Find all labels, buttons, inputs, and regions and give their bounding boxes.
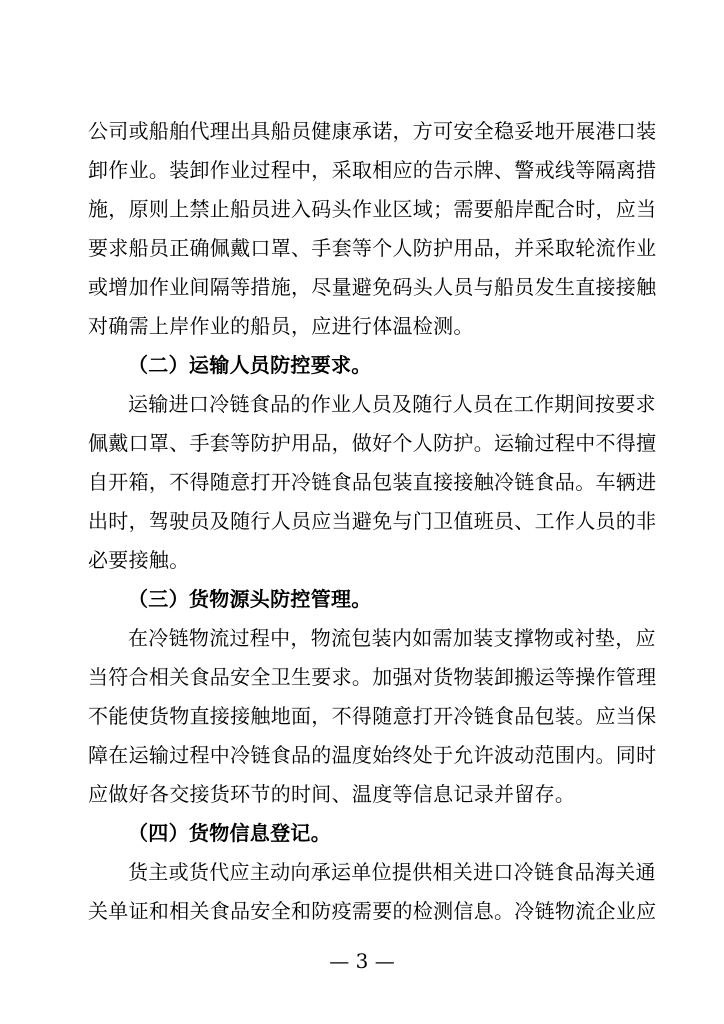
body-line: 出时，驾驶员及随行人员应当避免与门卫值班员、工作人员的非	[88, 509, 657, 533]
body-line: 佩戴口罩、手套等防护用品，做好个人防护。运输过程中不得擅	[88, 431, 657, 455]
body-line: 卸作业。装卸作业过程中，采取相应的告示牌、警戒线等隔离措	[88, 158, 657, 182]
section-heading-4: （四）货物信息登记。	[128, 821, 331, 845]
body-line: 自开箱，不得随意打开冷链食品包装直接接触冷链食品。车辆进	[88, 470, 657, 494]
body-line: 当符合相关食品安全卫生要求。加强对货物装卸搬运等操作管理	[88, 665, 657, 689]
body-line: 公司或船舶代理出具船员健康承诺，方可安全稳妥地开展港口装	[88, 119, 657, 143]
body-line: 对确需上岸作业的船员，应进行体温检测。	[88, 314, 474, 338]
body-line: 施，原则上禁止船员进入码头作业区域；需要船岸配合时，应当	[88, 197, 657, 221]
body-line: 要求船员正确佩戴口罩、手套等个人防护用品，并采取轮流作业	[88, 236, 657, 260]
section-heading-2: （二）运输人员防控要求。	[128, 353, 372, 377]
body-line: 运输进口冷链食品的作业人员及随行人员在工作期间按要求	[128, 392, 656, 416]
body-line: 关单证和相关食品安全和防疫需要的检测信息。冷链物流企业应	[88, 899, 657, 923]
body-line: 障在运输过程中冷链食品的温度始终处于允许波动范围内。同时	[88, 743, 657, 767]
body-line: 或增加作业间隔等措施，尽量避免码头人员与船员发生直接接触	[88, 275, 657, 299]
body-line: 应做好各交接货环节的时间、温度等信息记录并留存。	[88, 782, 576, 806]
section-heading-3: （三）货物源头防控管理。	[128, 587, 372, 611]
body-line: 必要接触。	[88, 548, 190, 572]
body-line: 在冷链物流过程中，物流包装内如需加装支撑物或衬垫，应	[128, 626, 656, 650]
body-line: 不能使货物直接接触地面，不得随意打开冷链食品包装。应当保	[88, 704, 657, 728]
body-line: 货主或货代应主动向承运单位提供相关进口冷链食品海关通	[128, 860, 656, 884]
page-number: — 3 —	[329, 949, 395, 973]
